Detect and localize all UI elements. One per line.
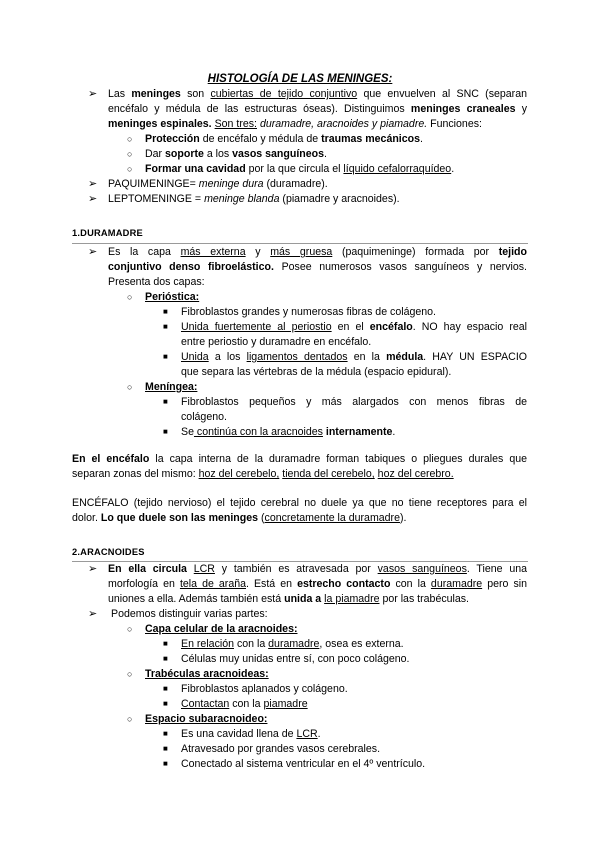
- trabeculas-item: Fibroblastos aplanados y colágeno.: [181, 683, 348, 695]
- arrow-bullet-icon: ➢: [88, 563, 98, 575]
- aracnoides-paragraph-line: uniones a ella. Además también está unida a la piamadre por las trabéculas.: [108, 593, 470, 605]
- periostica-item: Unida fuertemente al periostio en el encéfalo. NO hay espacio real: [181, 321, 527, 333]
- leptomeninge-item: LEPTOMENINGE = meninge blanda (piamadre y aracnoides).: [108, 193, 400, 205]
- paquimeninge-item: PAQUIMENINGE= meninge dura (duramadre).: [108, 178, 328, 190]
- square-bullet-icon: ■: [163, 639, 168, 648]
- capa-celular-item: En relación con la duramadre, osea es externa.: [181, 638, 404, 650]
- circle-bullet-icon: ○: [127, 292, 133, 302]
- square-bullet-icon: ■: [163, 397, 168, 406]
- square-bullet-icon: ■: [163, 654, 168, 663]
- subheading-capa-celular: Capa celular de la aracnoides:: [145, 623, 298, 635]
- partes-intro: Podemos distinguir varias partes:: [111, 608, 268, 620]
- meningea-item-cont: colágeno.: [181, 411, 227, 423]
- espacio-item: Es una cavidad llena de LCR.: [181, 728, 321, 740]
- square-bullet-icon: ■: [163, 699, 168, 708]
- arrow-bullet-icon: ➢: [88, 246, 98, 258]
- function-item: Protección de encéfalo y médula de traumas mecánicos.: [145, 133, 423, 145]
- espacio-item: Conectado al sistema ventricular en el 4º ventrículo.: [181, 758, 426, 770]
- trabeculas-item: Contactan con la piamadre: [181, 698, 308, 710]
- section-heading-duramadre: 1.DURAMADRE: [72, 228, 143, 238]
- subheading-meningea: Meníngea:: [145, 381, 198, 393]
- section-heading-aracnoides: 2.ARACNOIDES: [72, 547, 145, 557]
- intro-paragraph-line: meninges espinales. Son tres: duramadre, aracnoides y piamadre. Funciones:: [108, 118, 482, 130]
- meningea-item: Se continúa con la aracnoides internamente.: [181, 426, 396, 438]
- square-bullet-icon: ■: [163, 684, 168, 693]
- capa-celular-item: Células muy unidas entre sí, con poco colágeno.: [181, 653, 410, 665]
- subheading-trabeculas: Trabéculas aracnoideas:: [145, 668, 269, 680]
- periostica-item: Unida a los ligamentos dentados en la médula. HAY UN ESPACIO: [181, 351, 527, 363]
- periostica-item-cont: que separa las vértebras de la médula (espacio epidural).: [181, 366, 452, 378]
- duramadre-paragraph-line: Es la capa más externa y más gruesa (paquimeninge) formada por tejido: [108, 246, 527, 258]
- duramadre-paragraph-line: Presenta dos capas:: [108, 276, 205, 288]
- square-bullet-icon: ■: [163, 352, 168, 361]
- arrow-bullet-icon: ➢: [88, 88, 98, 100]
- square-bullet-icon: ■: [163, 744, 168, 753]
- espacio-item: Atravesado por grandes vasos cerebrales.: [181, 743, 381, 755]
- subheading-espacio-subaracnoideo: Espacio subaracnoideo:: [145, 713, 268, 725]
- circle-bullet-icon: ○: [127, 134, 133, 144]
- circle-bullet-icon: ○: [127, 714, 133, 724]
- circle-bullet-icon: ○: [127, 149, 133, 159]
- square-bullet-icon: ■: [163, 307, 168, 316]
- function-item: Dar soporte a los vasos sanguíneos.: [145, 148, 327, 160]
- intro-paragraph-line: encéfalo y médula de las estructuras óseas). Distinguimos meninges craneales y: [108, 103, 527, 115]
- square-bullet-icon: ■: [163, 322, 168, 331]
- periostica-item: Fibroblastos grandes y numerosas fibras de colágeno.: [181, 306, 436, 318]
- arrow-bullet-icon: ➢: [88, 193, 98, 205]
- dolor-paragraph-line: dolor. Lo que duele son las meninges (concretamente la duramadre).: [72, 512, 407, 524]
- periostica-item-cont: entre periostio y duramadre en encéfalo.: [181, 336, 372, 348]
- encefalo-paragraph-line: En el encéfalo la capa interna de la duramadre forman tabiques o pliegues durales que: [72, 453, 527, 465]
- meningea-item: Fibroblastos pequeños y más alargados con menos fibras de: [181, 396, 527, 408]
- dolor-paragraph-line: ENCÉFALO (tejido nervioso) el tejido cerebral no duele ya que no tiene receptores para el: [72, 497, 527, 509]
- aracnoides-paragraph-line: En ella circula LCR y también es atravesada por vasos sanguíneos. Tiene una: [108, 563, 527, 575]
- intro-paragraph-line: Las meninges son cubiertas de tejido conjuntivo que envuelven al SNC (separan: [108, 88, 527, 100]
- arrow-bullet-icon: ➢: [88, 178, 98, 190]
- square-bullet-icon: ■: [163, 759, 168, 768]
- subheading-periostica: Perióstica:: [145, 291, 200, 303]
- aracnoides-paragraph-line: morfología en tela de araña. Está en estrecho contacto con la duramadre pero sin: [108, 578, 527, 590]
- square-bullet-icon: ■: [163, 729, 168, 738]
- arrow-bullet-icon: ➢: [88, 608, 98, 620]
- square-bullet-icon: ■: [163, 427, 168, 436]
- circle-bullet-icon: ○: [127, 382, 133, 392]
- circle-bullet-icon: ○: [127, 624, 133, 634]
- function-item: Formar una cavidad por la que circula el líquido cefalorraquídeo.: [145, 163, 455, 175]
- duramadre-paragraph-line: conjuntivo denso fibroelástico. Posee numerosos vasos sanguíneos y nervios.: [108, 261, 527, 273]
- document-title: HISTOLOGÍA DE LAS MENINGES:: [207, 73, 393, 85]
- circle-bullet-icon: ○: [127, 164, 133, 174]
- encefalo-paragraph-line: separan zonas del mismo: hoz del cerebelo, tienda del cerebelo, hoz del cerebro.: [72, 468, 454, 480]
- circle-bullet-icon: ○: [127, 669, 133, 679]
- section-divider: [72, 243, 528, 244]
